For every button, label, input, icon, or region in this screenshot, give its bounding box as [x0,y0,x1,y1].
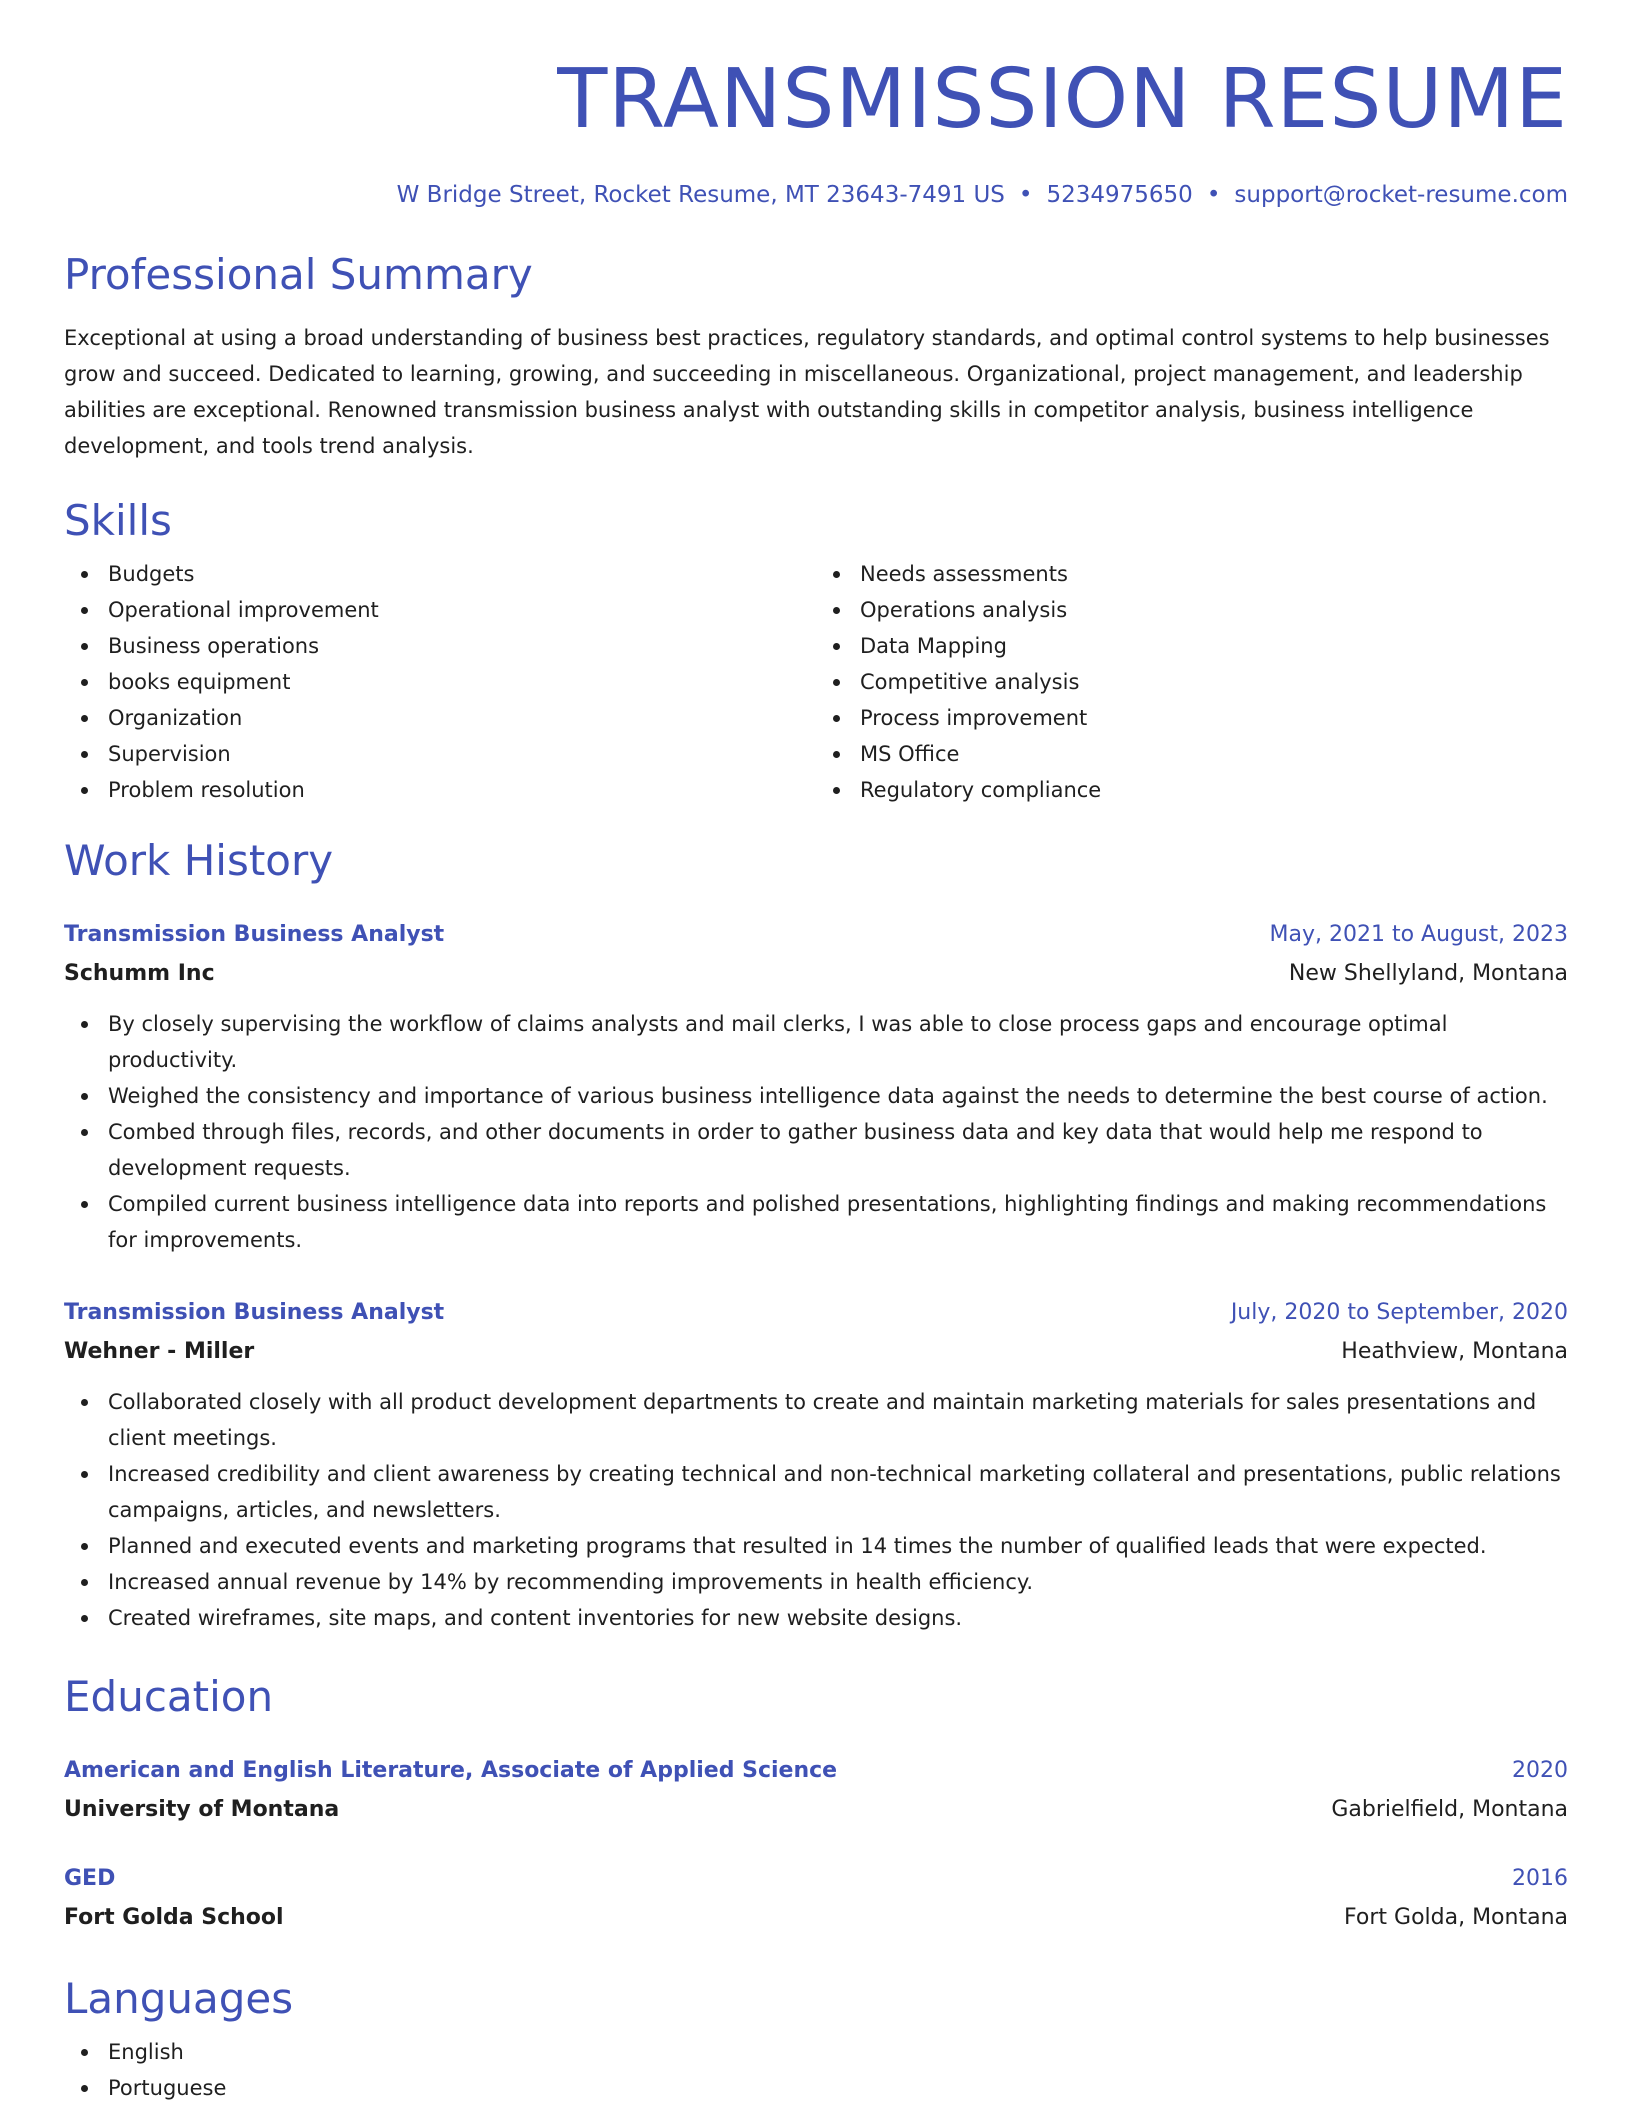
job-bullet: Increased credibility and client awareness by creating technical and non-technical marketing collateral and presentations, public relations campaigns, articles, and newsletters. [108,1456,1568,1528]
section-title-work-history: Work History [64,836,334,885]
language-item: Portuguese [108,2070,1568,2106]
section-title-summary: Professional Summary [64,250,533,299]
languages-list [64,2034,1568,2106]
skills-column-right [816,556,1568,808]
education-degree: American and English Literature, Associate of Applied Science [64,1758,838,1783]
job-dates: July, 2020 to September, 2020 [1230,1300,1568,1325]
skill-item: Business operations [108,628,816,664]
education-degree: GED [64,1866,116,1891]
education-year: 2016 [1512,1866,1568,1891]
job-subheader [64,1332,1568,1372]
education-header [64,1860,1568,1898]
skill-item: Regulatory compliance [860,772,1568,808]
skill-item: Problem resolution [108,772,816,808]
education-subheader [64,1898,1568,1938]
contact-phone: 5234975650 [1046,182,1193,208]
skills-column-left [64,556,816,808]
education-header [64,1752,1568,1790]
job-header [64,1294,1568,1332]
skill-item: Operational improvement [108,592,816,628]
section-title-languages: Languages [64,1974,294,2023]
job-bullet: Combed through files, records, and other documents in order to gather business data and key data that would help me respond to development requests. [108,1114,1568,1186]
job-role: Transmission Business Analyst [64,1300,445,1325]
skill-item: Operations analysis [860,592,1568,628]
education-entry [64,1752,1568,1830]
job-bullet: Compiled current business intelligence data into reports and polished presentations, highlighting findings and making recommendations for improvements. [108,1186,1568,1258]
contact-address: W Bridge Street, Rocket Resume, MT 23643-7491 US [396,182,1005,208]
job-bullet: Increased annual revenue by 14% by recommending improvements in health efficiency. [108,1564,1568,1600]
skills-list [64,556,1568,808]
job-company: Wehner - Miller [64,1339,255,1364]
skill-item: MS Office [860,736,1568,772]
skill-item: Supervision [108,736,816,772]
job-bullets [64,1384,1568,1636]
job-bullet: Created wireframes, site maps, and content inventories for new website designs. [108,1600,1568,1636]
contact-separator: • [1018,182,1033,208]
resume-name: TRANSMISSION RESUME [557,52,1568,147]
job-entry [64,1294,1568,1636]
job-bullet: By closely supervising the workflow of claims analysts and mail clerks, I was able to close process gaps and encourage optimal productivity. [108,1006,1568,1078]
section-title-education: Education [64,1672,274,1721]
education-year: 2020 [1512,1758,1568,1783]
job-location: Heathview, Montana [1341,1339,1568,1364]
contact-line [64,180,1568,210]
contact-email: support@rocket-resume.com [1234,182,1568,208]
job-subheader [64,954,1568,994]
job-role: Transmission Business Analyst [64,922,445,947]
job-company: Schumm Inc [64,961,215,986]
contact-separator: • [1206,182,1221,208]
education-school: Fort Golda School [64,1905,284,1930]
skill-item: books equipment [108,664,816,700]
education-school: University of Montana [64,1797,340,1822]
job-bullet: Planned and executed events and marketing programs that resulted in 14 times the number of qualified leads that were expected. [108,1528,1568,1564]
skill-item: Data Mapping [860,628,1568,664]
job-bullet: Collaborated closely with all product development departments to create and maintain marketing materials for sales presentations and client meetings. [108,1384,1568,1456]
job-bullet: Weighed the consistency and importance of various business intelligence data against the needs to determine the best course of action. [108,1078,1568,1114]
job-header [64,916,1568,954]
education-entry [64,1860,1568,1938]
education-location: Fort Golda, Montana [1344,1905,1568,1930]
skill-item: Budgets [108,556,816,592]
job-location: New Shellyland, Montana [1288,961,1568,986]
job-bullets [64,1006,1568,1258]
skill-item: Organization [108,700,816,736]
education-location: Gabrielfield, Montana [1331,1797,1568,1822]
education-subheader [64,1790,1568,1830]
skill-item: Needs assessments [860,556,1568,592]
job-dates: May, 2021 to August, 2023 [1269,922,1568,947]
skill-item: Competitive analysis [860,664,1568,700]
job-entry [64,916,1568,1258]
skill-item: Process improvement [860,700,1568,736]
language-item: English [108,2034,1568,2070]
summary-text: Exceptional at using a broad understanding of business best practices, regulatory standards, and optimal control systems to help businesses grow and succeed. Dedicated to learning, growing, and succeeding in miscellaneous. Organizational, project management, and leadership abilities are exceptional. Renowned transmission business analyst with outstanding skills in competitor analysis, business intelligence development, and tools trend analysis. [64,326,1550,458]
section-title-skills: Skills [64,496,172,545]
